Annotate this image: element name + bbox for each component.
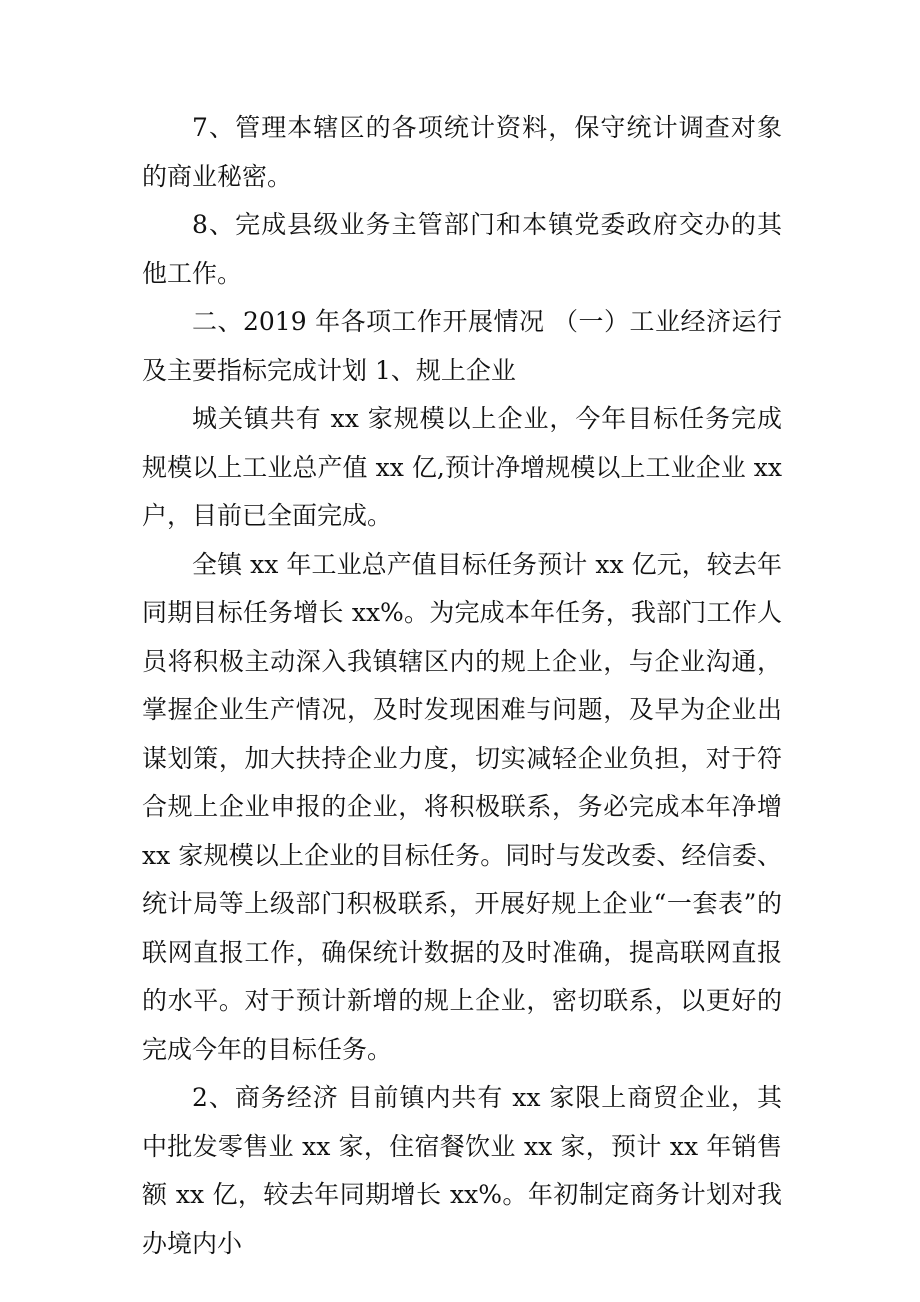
paragraph-item-8: 8、完成县级业务主管部门和本镇党委政府交办的其他工作。 (142, 210, 782, 288)
paragraph-commerce-economy: 2、商务经济 目前镇内共有 xx 家限上商贸企业，其中批发零售业 xx 家，住宿餐饮业 xx 家，预计 xx 年销售额 xx 亿，较去年同期增长 xx%。年初制定商务计划对我办境内小 (142, 1083, 782, 1258)
paragraph-item-7: 7、管理本辖区的各项统计资料，保守统计调查对象的商业秘密。 (142, 113, 782, 191)
paragraph-industrial-output: 全镇 xx 年工业总产值目标任务预计 xx 亿元，较去年同期目标任务增长 xx%。为完成本年任务，我部门工作人员将积极主动深入我镇辖区内的规上企业，与企业沟通，掌握企业生产情况，及时发现困难与问题，及早为企业出谋划策，加大扶持企业力度，切实减轻企业负担，对于符合规上企业申报的企业，将积极联系，务必完成本年净增 xx 家规模以上企业的目标任务。同时与发改委、经信委、统计局等上级部门积极联系，开展好规上企业“一套表”的联网直报工作，确保统计数据的及时准确，提高联网直报的水平。对于预计新增的规上企业，密切联系，以更好的完成今年的目标任务。 (142, 549, 782, 1064)
paragraph-enterprise-count: 城关镇共有 xx 家规模以上企业，今年目标任务完成规模以上工业总产值 xx 亿,预计净增规模以上工业企业 xx 户，目前已全面完成。 (142, 404, 782, 530)
document-body (142, 104, 782, 1268)
section-heading-2019-progress: 二、2019 年各项工作开展情况 （一）工业经济运行及主要指标完成计划 1、规上企业 (142, 307, 782, 385)
